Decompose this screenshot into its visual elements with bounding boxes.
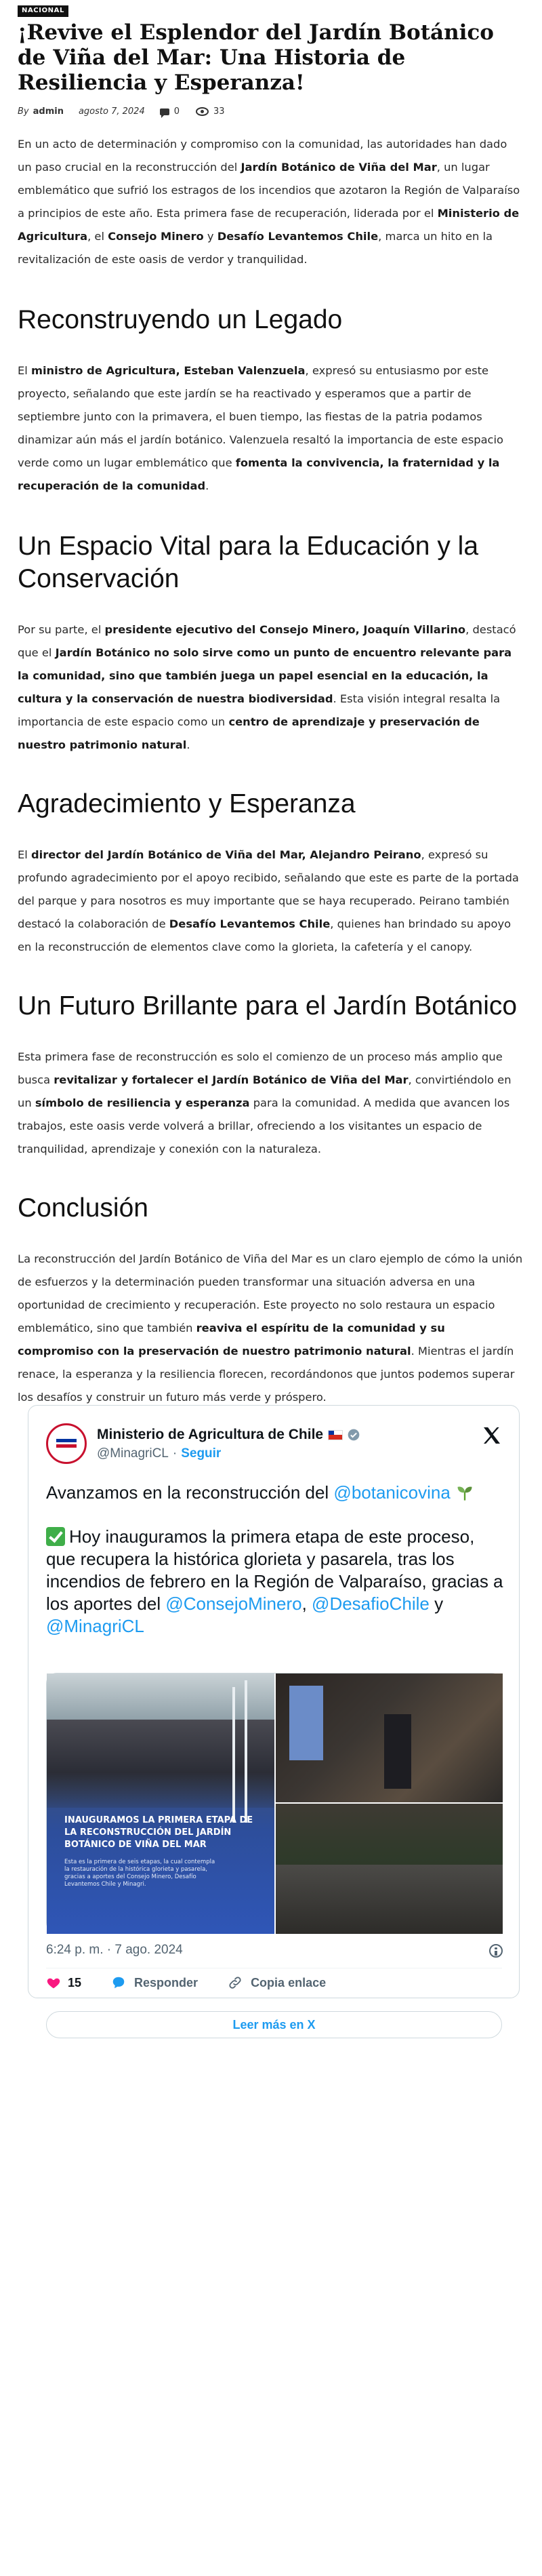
tweet-text-segment: , bbox=[301, 1593, 312, 1614]
like-count[interactable]: 15 bbox=[68, 1975, 82, 1989]
paragraph-text: . Esta visión integral resalta la importancia de este espacio como un bbox=[18, 692, 501, 728]
heart-icon[interactable] bbox=[46, 1975, 61, 1990]
paragraph-text: El bbox=[18, 848, 31, 861]
paragraph-text: y bbox=[203, 230, 217, 243]
reply-icon[interactable] bbox=[111, 1975, 126, 1990]
check-icon bbox=[46, 1527, 65, 1546]
category-badge[interactable]: NACIONAL bbox=[18, 5, 68, 17]
emphasis-text: Jardín Botánico de Viña del Mar bbox=[241, 161, 437, 174]
by-label: By bbox=[18, 106, 29, 117]
tweet-author-name[interactable]: Ministerio de Agricultura de Chile bbox=[97, 1427, 324, 1442]
section-heading: Conclusión bbox=[18, 1193, 148, 1223]
media-photo-people bbox=[47, 1720, 274, 1808]
media-photo-podium bbox=[384, 1714, 411, 1789]
embedded-tweet[interactable] bbox=[28, 1405, 520, 2032]
emphasis-text: Desafío Levantemos Chile bbox=[217, 230, 379, 243]
mention-link[interactable]: @ConsejoMinero bbox=[165, 1593, 302, 1614]
tweet-author-row bbox=[97, 1426, 360, 1444]
tweet-actions bbox=[46, 1974, 356, 1992]
paragraph-text: , convirtiéndolo en un bbox=[18, 1073, 512, 1109]
author-link[interactable]: admin bbox=[33, 106, 64, 117]
paragraph-text: , el bbox=[87, 230, 108, 243]
mention-link[interactable]: @DesafioChile bbox=[312, 1593, 430, 1614]
mention-link[interactable]: @botanicovina bbox=[333, 1482, 451, 1503]
emphasis-text: Ministerio de Agricultura bbox=[18, 207, 520, 243]
section-heading: Reconstruyendo un Legado bbox=[18, 305, 343, 334]
tweet-handle[interactable]: @MinagriCL bbox=[97, 1446, 169, 1461]
emphasis-text: símbolo de resiliencia y esperanza bbox=[35, 1096, 250, 1109]
article-title: ¡Revive el Esplendor del Jardín Botánico de Viña del Mar: Una Historia de Resiliencia y Esperanza! bbox=[18, 20, 494, 95]
media-photo-speaker[interactable] bbox=[276, 1673, 503, 1802]
media-photo-audience[interactable] bbox=[276, 1804, 503, 1934]
paragraph-text: para la comunidad. A medida que avancen los trabajos, este oasis verde volverá a brillar, ofreciendo a los visitantes un espacio de tranquilidad, aprendizaje y conexión con la naturaleza. bbox=[18, 1096, 510, 1155]
emphasis-text: revitalizar y fortalecer el Jardín Botánico de Viña del Mar bbox=[54, 1073, 409, 1086]
emphasis-text: director del Jardín Botánico de Viña del Mar, Alejandro Peirano bbox=[31, 848, 421, 861]
tweet-line-1 bbox=[46, 1482, 507, 1504]
comment-count[interactable]: 0 bbox=[173, 106, 180, 117]
paragraph-text: La reconstrucción del Jardín Botánico de Viña del Mar es un claro ejemplo de cómo la unión de esfuerzos y la determinación pueden transformar una situación adversa en una oportunidad de crecimiento y recuperación. Este proyecto no solo restaura un espacio emblemático, sino que también bbox=[18, 1252, 523, 1334]
verified-icon bbox=[347, 1428, 360, 1442]
paragraph-text: , un lugar emblemático que sufrió los estragos de los incendios que azotaron la Región de Valparaíso a principios de este año. Esta primera fase de recuperación, liderada por el bbox=[18, 161, 520, 220]
emphasis-text: fomenta la convivencia, la fraternidad y la recuperación de la comunidad bbox=[18, 456, 500, 492]
avatar-logo-stripe bbox=[56, 1439, 77, 1442]
section-paragraph bbox=[18, 359, 524, 498]
link-icon[interactable] bbox=[228, 1975, 243, 1990]
media-subtext: Esta es la primera de seis etapas, la cual contempla la restauración de la histórica glorieta y pasarela, gracias a aportes del Consejo Minero, Desafío Levantemos Chile y Minagri. bbox=[64, 1859, 215, 1888]
paragraph-text: , destacó que el bbox=[18, 623, 516, 659]
section-paragraph bbox=[18, 1248, 524, 1409]
emphasis-text: reaviva el espíritu de la comunidad y su compromiso con la preservación de nuestro patrimonio natural bbox=[18, 1322, 445, 1358]
copy-link-button[interactable]: Copia enlace bbox=[251, 1975, 327, 1989]
paragraph-text: . Mientras el jardín renace, la esperanza y la resiliencia florecen, recordándonos que juntos podemos superar los desafíos y construir un futuro más verde y próspero. bbox=[18, 1345, 515, 1404]
read-more-button[interactable]: Leer más en X bbox=[46, 2011, 502, 2038]
article-meta bbox=[18, 105, 524, 117]
tweet-text-segment: Avanzamos en la reconstrucción del bbox=[46, 1482, 334, 1503]
emphasis-text: centro de aprendizaje y preservación de nuestro patrimonio natural bbox=[18, 715, 480, 751]
paragraph-text: . bbox=[186, 738, 190, 751]
tweet-handle-row bbox=[97, 1446, 221, 1461]
eye-icon bbox=[196, 107, 209, 116]
media-photo-structure bbox=[232, 1687, 235, 1823]
emphasis-text: Consejo Minero bbox=[108, 230, 204, 243]
info-icon[interactable] bbox=[489, 1944, 503, 1958]
section-paragraph bbox=[18, 1046, 524, 1161]
paragraph-text: . bbox=[205, 479, 209, 492]
tweet-timestamp[interactable]: 6:24 p. m. · 7 ago. 2024 bbox=[46, 1943, 183, 1957]
paragraph-text: Por su parte, el bbox=[18, 623, 105, 636]
emphasis-text: ministro de Agricultura, Esteban Valenzuela bbox=[31, 364, 306, 377]
paragraph-text: , marca un hito en la revitalización de este oasis de verdor y tranquilidad. bbox=[18, 230, 493, 266]
paragraph-text: , quienes han brindado su apoyo en la reconstrucción de elementos clave como la glorieta, la cafetería y el canopy. bbox=[18, 917, 512, 953]
article bbox=[18, 0, 524, 1409]
seedling-icon bbox=[455, 1483, 474, 1502]
media-photo-group[interactable] bbox=[47, 1673, 274, 1934]
mention-link[interactable]: @MinagriCL bbox=[46, 1616, 144, 1636]
section-heading: Un Espacio Vital para la Educación y la Conservación bbox=[18, 532, 479, 593]
paragraph-text: El bbox=[18, 364, 31, 377]
section-heading: Agradecimiento y Esperanza bbox=[18, 789, 356, 818]
chile-flag-icon bbox=[328, 1430, 343, 1440]
post-date: agosto 7, 2024 bbox=[78, 106, 145, 117]
paragraph-text: En un acto de determinación y compromiso con la comunidad, las autoridades han dado un paso crucial en la reconstrucción del bbox=[18, 138, 507, 174]
paragraph-text: Esta primera fase de reconstrucción es solo el comienzo de un proceso más amplio que busca bbox=[18, 1050, 503, 1086]
avatar[interactable] bbox=[46, 1423, 87, 1464]
tweet-text-segment: Hoy inauguramos la primera etapa de este proceso, que recupera la histórica glorieta y pasarela, tras los incendios de febrero en la Región de Valparaíso, gracias a los aportes del bbox=[46, 1526, 503, 1614]
tweet-text bbox=[46, 1482, 507, 1638]
emphasis-text: Jardín Botánico no solo sirve como un punto de encuentro relevante para la comunidad, sino que también juega un papel esencial en la educación, la cultura y la conservación de nuestra biodiversidad bbox=[18, 646, 512, 705]
media-photo-crowd bbox=[276, 1865, 503, 1934]
emphasis-text: Desafío Levantemos Chile bbox=[169, 917, 331, 930]
follow-button[interactable]: Seguir bbox=[181, 1446, 222, 1461]
section-paragraph bbox=[18, 844, 524, 959]
tweet-body bbox=[46, 1526, 507, 1638]
media-photo-background bbox=[47, 1673, 274, 1721]
paragraph-text: , expresó su profundo agradecimiento por el apoyo recibido, señalando que este es parte de la portada del parque y para nosotros es muy importante que se haya recuperado. Peirano también destacó la colaboración de bbox=[18, 848, 519, 930]
intro-paragraph bbox=[18, 133, 524, 271]
media-photo-structure bbox=[245, 1680, 247, 1823]
x-logo-icon[interactable] bbox=[481, 1425, 503, 1446]
section-heading: Un Futuro Brillante para el Jardín Botánico bbox=[18, 991, 518, 1021]
media-headline: INAUGURAMOS LA PRIMERA ETAPA DE LA RECONSTRUCCIÓN DEL JARDÍN BOTÁNICO DE VIÑA DEL MAR bbox=[64, 1815, 253, 1850]
reply-button[interactable]: Responder bbox=[134, 1975, 199, 1989]
tweet-media[interactable] bbox=[46, 1673, 502, 1933]
section-paragraph bbox=[18, 618, 524, 757]
paragraph-text: , expresó su entusiasmo por este proyecto, señalando que este jardín se ha reactivado y esperamos que a partir de septiembre junto con la primavera, el buen tiempo, las fiestas de la patria podamos dinamizar aún más el jardín botánico. Valenzuela resaltó la importancia de este espacio verde como un lugar emblemático que bbox=[18, 364, 503, 469]
comment-icon[interactable] bbox=[160, 108, 169, 115]
view-count: 33 bbox=[213, 106, 225, 117]
emphasis-text: presidente ejecutivo del Consejo Minero, Joaquín Villarino bbox=[104, 623, 466, 636]
separator-dot: · bbox=[172, 1446, 178, 1461]
avatar-logo-stripe bbox=[56, 1444, 77, 1448]
media-photo-banner bbox=[289, 1686, 323, 1760]
tweet-text-segment: y bbox=[429, 1593, 444, 1614]
